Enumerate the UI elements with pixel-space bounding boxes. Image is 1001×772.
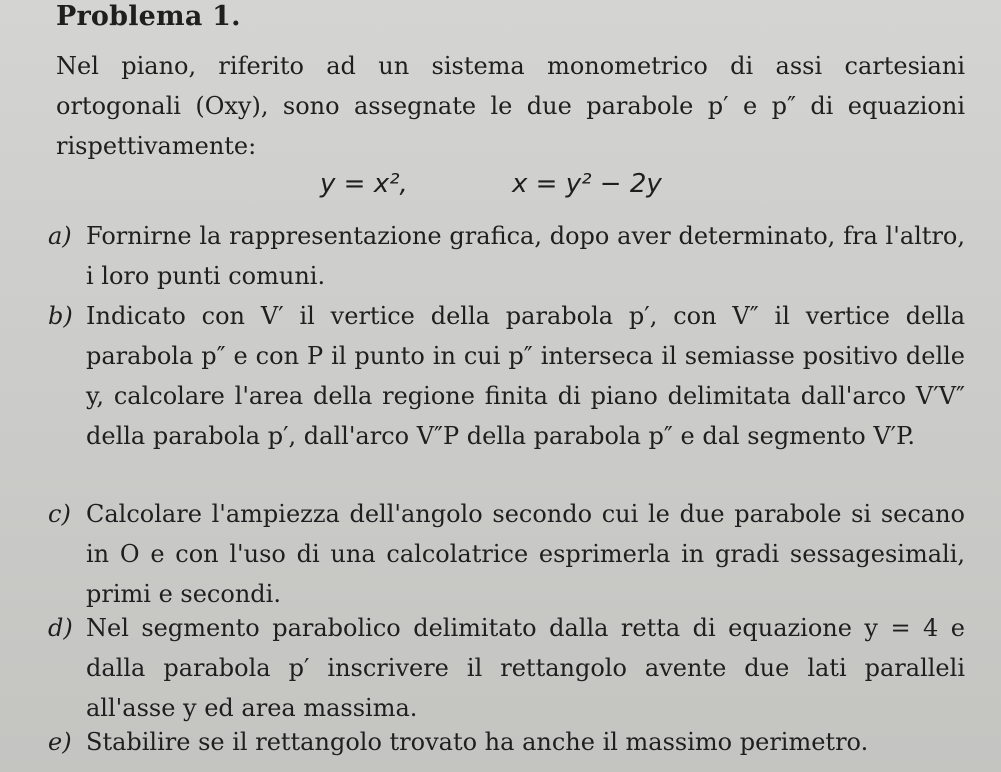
question-label: b) [48, 302, 73, 330]
equations-row [0, 162, 1001, 206]
question-text: Indicato con V′ il vertice della parabola p′, con V″ il vertice della parabola p″ e con P il punto in cui p″ interseca il semiasse positivo delle y, calcolare l'area della regione finita di piano delimitata dall'arco V′V″ della parabola p′, dall'arco V″P della parabola p″ e dal segmento V′P. [86, 302, 965, 450]
question-c [48, 494, 965, 614]
question-label: c) [48, 500, 71, 528]
question-b [48, 296, 965, 456]
question-text: Calcolare l'ampiezza dell'angolo secondo cui le due parabole si secano in O e con l'uso di una calcolatrice esprimerla in gradi sessagesimali, primi e secondi. [86, 500, 965, 608]
equation-parabola-p2: x = y² − 2y [512, 169, 662, 199]
question-a [48, 216, 965, 296]
problem-intro: Nel piano, riferito ad un sistema monometrico di assi cartesiani ortogonali (Oxy), sono assegnate le due parabole p′ e p″ di equazioni rispettivamente: [56, 52, 965, 160]
question-label: a) [48, 222, 72, 250]
question-text: Fornirne la rappresentazione grafica, dopo aver determinato, fra l'altro, i loro punti comuni. [86, 222, 965, 290]
question-e [48, 722, 965, 762]
question-d [48, 608, 965, 728]
equation-parabola-p1: y = x², [320, 169, 408, 199]
question-text: Nel segmento parabolico delimitato dalla retta di equazione y = 4 e dalla parabola p′ inscrivere il rettangolo avente due lati paralleli all'asse y ed area massima. [86, 614, 965, 722]
question-label: e) [48, 728, 72, 756]
question-label: d) [48, 614, 73, 642]
question-text: Stabilire se il rettangolo trovato ha anche il massimo perimetro. [86, 728, 869, 756]
problem-title: Problema 1. [56, 1, 241, 32]
